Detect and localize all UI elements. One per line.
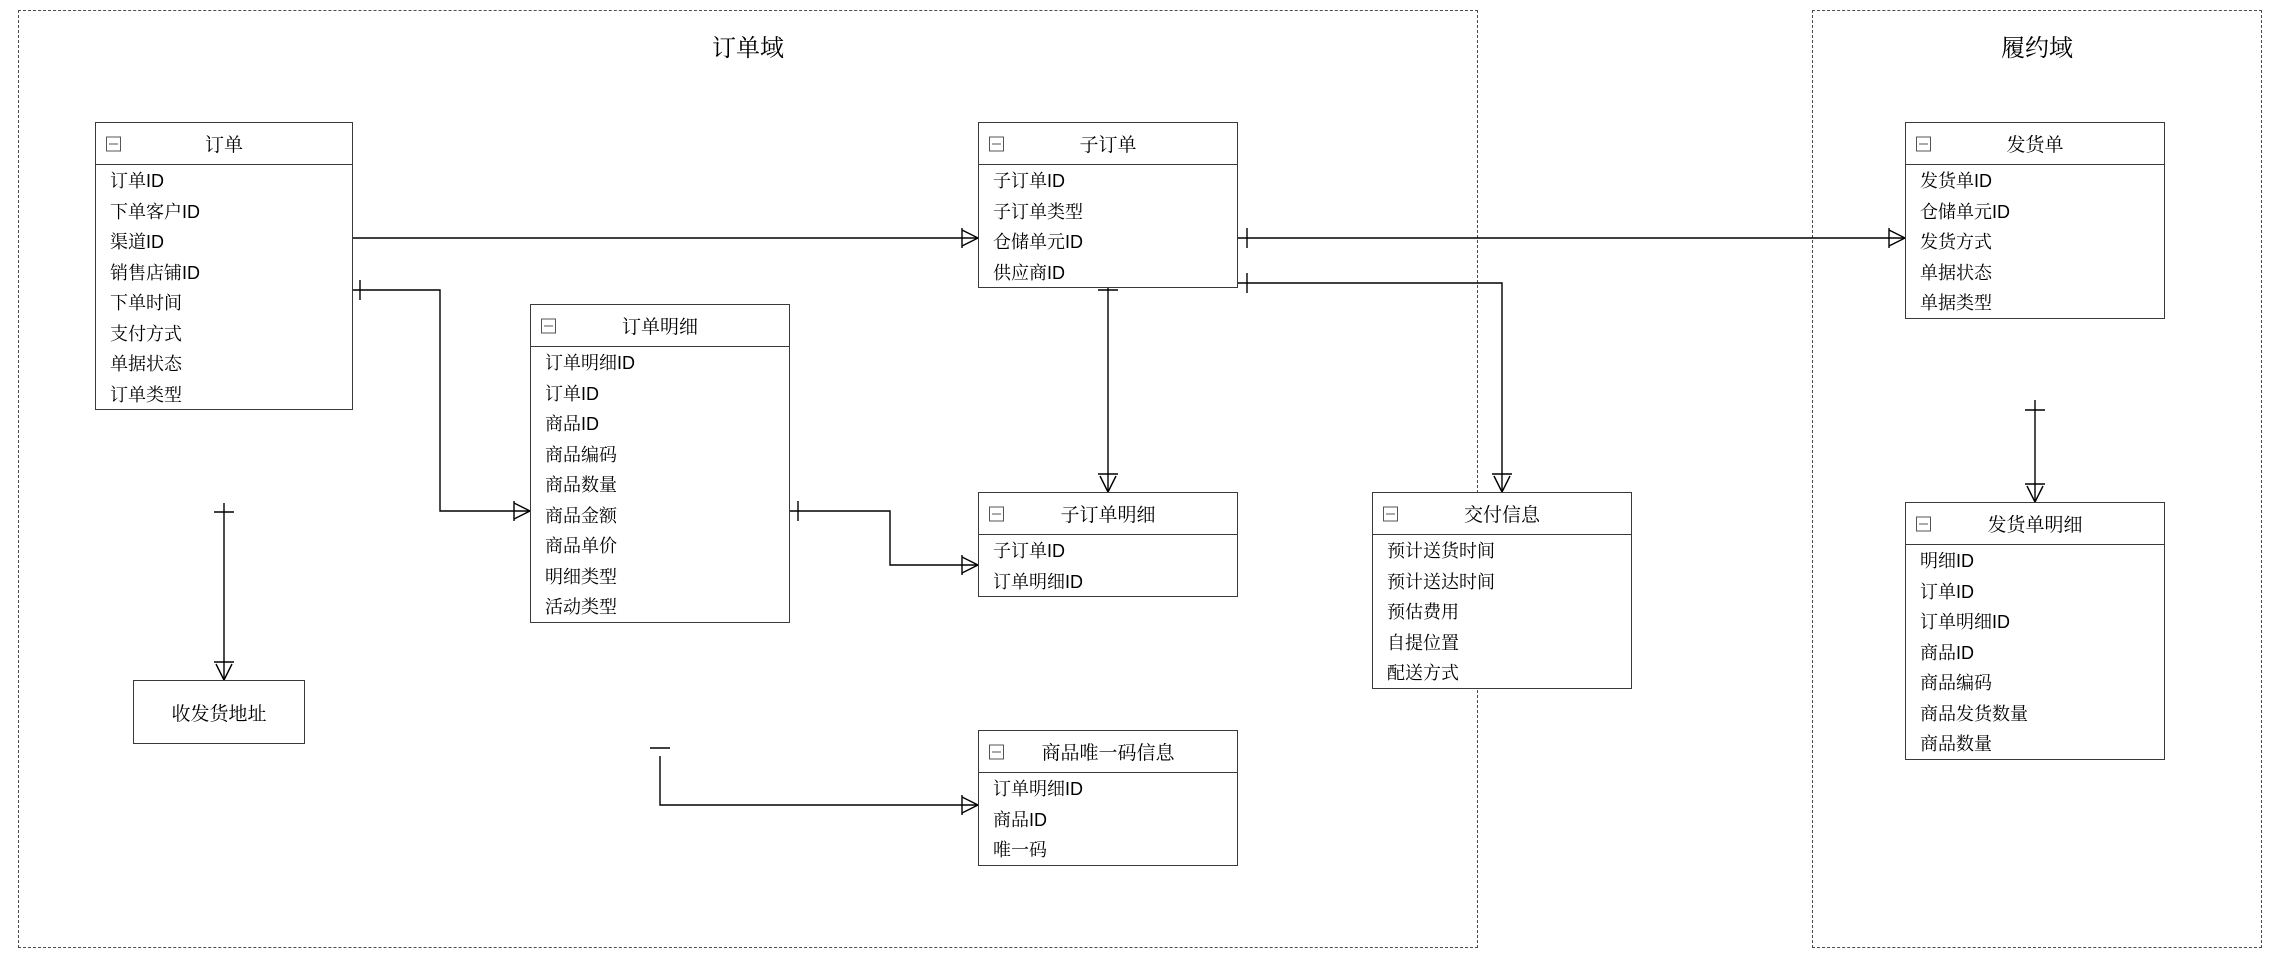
field-row: 订单ID [96, 165, 352, 196]
collapse-icon[interactable] [989, 136, 1004, 151]
field-row: 发货方式 [1906, 226, 2164, 257]
entity-product-unique-code[interactable] [978, 730, 1238, 866]
entity-order[interactable] [95, 122, 353, 410]
field-row: 配送方式 [1373, 657, 1631, 688]
entity-header-delivery-info[interactable] [1373, 493, 1631, 535]
field-row: 商品编码 [1906, 667, 2164, 698]
field-row: 仓储单元ID [979, 226, 1237, 257]
field-row: 唯一码 [979, 834, 1237, 865]
field-row: 商品金额 [531, 500, 789, 531]
field-row: 商品单价 [531, 530, 789, 561]
field-row: 单据类型 [1906, 287, 2164, 318]
entity-title: 子订单明细 [1060, 505, 1156, 526]
entity-header-product-unique-code[interactable] [979, 731, 1237, 773]
field-row: 订单明细ID [979, 566, 1237, 597]
collapse-icon[interactable] [989, 744, 1004, 759]
field-row: 子订单类型 [979, 196, 1237, 227]
collapse-icon[interactable] [1916, 136, 1931, 151]
entity-order-detail[interactable] [530, 304, 790, 623]
entity-title: 发货单明细 [1987, 515, 2083, 536]
field-row: 商品发货数量 [1906, 698, 2164, 729]
field-row: 商品编码 [531, 439, 789, 470]
field-row: 订单类型 [96, 379, 352, 410]
field-row: 子订单ID [979, 535, 1237, 566]
domain-title-order: 订单域 [712, 35, 784, 62]
field-row: 仓储单元ID [1906, 196, 2164, 227]
field-row: 商品ID [531, 408, 789, 439]
field-row: 供应商ID [979, 257, 1237, 288]
field-row: 下单时间 [96, 287, 352, 318]
entity-sub-order[interactable] [978, 122, 1238, 288]
field-row: 商品ID [979, 804, 1237, 835]
collapse-icon[interactable] [541, 318, 556, 333]
field-row: 商品数量 [531, 469, 789, 500]
entity-shipping-order[interactable] [1905, 122, 2165, 319]
field-row: 支付方式 [96, 318, 352, 349]
entity-header-sub-order[interactable] [979, 123, 1237, 165]
field-row: 下单客户ID [96, 196, 352, 227]
field-row: 预估费用 [1373, 596, 1631, 627]
domain-title-fulfillment: 履约域 [2001, 35, 2073, 62]
field-row: 活动类型 [531, 591, 789, 622]
entity-header-order[interactable] [96, 123, 352, 165]
entity-header-shipping-order[interactable] [1906, 123, 2164, 165]
collapse-icon[interactable] [1916, 516, 1931, 531]
entity-header-shipping-address[interactable] [134, 681, 304, 743]
entity-delivery-info[interactable] [1372, 492, 1632, 689]
field-row: 单据状态 [1906, 257, 2164, 288]
entity-shipping-order-detail[interactable] [1905, 502, 2165, 760]
field-row: 订单ID [531, 378, 789, 409]
entity-header-order-detail[interactable] [531, 305, 789, 347]
collapse-icon[interactable] [106, 136, 121, 151]
entity-sub-order-detail[interactable] [978, 492, 1238, 597]
field-row: 商品ID [1906, 637, 2164, 668]
field-row: 子订单ID [979, 165, 1237, 196]
entity-title: 商品唯一码信息 [1041, 743, 1175, 764]
field-row: 单据状态 [96, 348, 352, 379]
entity-title: 订单明细 [621, 317, 698, 338]
entity-header-sub-order-detail[interactable] [979, 493, 1237, 535]
field-row: 发货单ID [1906, 165, 2164, 196]
field-row: 明细类型 [531, 561, 789, 592]
field-row: 销售店铺ID [96, 257, 352, 288]
entity-title: 收发货地址 [171, 703, 267, 725]
field-row: 预计送货时间 [1373, 535, 1631, 566]
field-row: 渠道ID [96, 226, 352, 257]
collapse-icon[interactable] [989, 506, 1004, 521]
field-row: 订单明细ID [979, 773, 1237, 804]
field-row: 订单明细ID [1906, 606, 2164, 637]
entity-header-shipping-order-detail[interactable] [1906, 503, 2164, 545]
field-row: 明细ID [1906, 545, 2164, 576]
entity-shipping-address[interactable] [133, 680, 305, 744]
entity-title: 订单 [204, 135, 243, 156]
entity-title: 交付信息 [1463, 505, 1540, 526]
field-row: 自提位置 [1373, 627, 1631, 658]
field-row: 商品数量 [1906, 728, 2164, 759]
entity-title: 发货单 [2006, 135, 2064, 156]
field-row: 订单明细ID [531, 347, 789, 378]
collapse-icon[interactable] [1383, 506, 1398, 521]
field-row: 预计送达时间 [1373, 566, 1631, 597]
field-row: 订单ID [1906, 576, 2164, 607]
entity-title: 子订单 [1079, 135, 1137, 156]
